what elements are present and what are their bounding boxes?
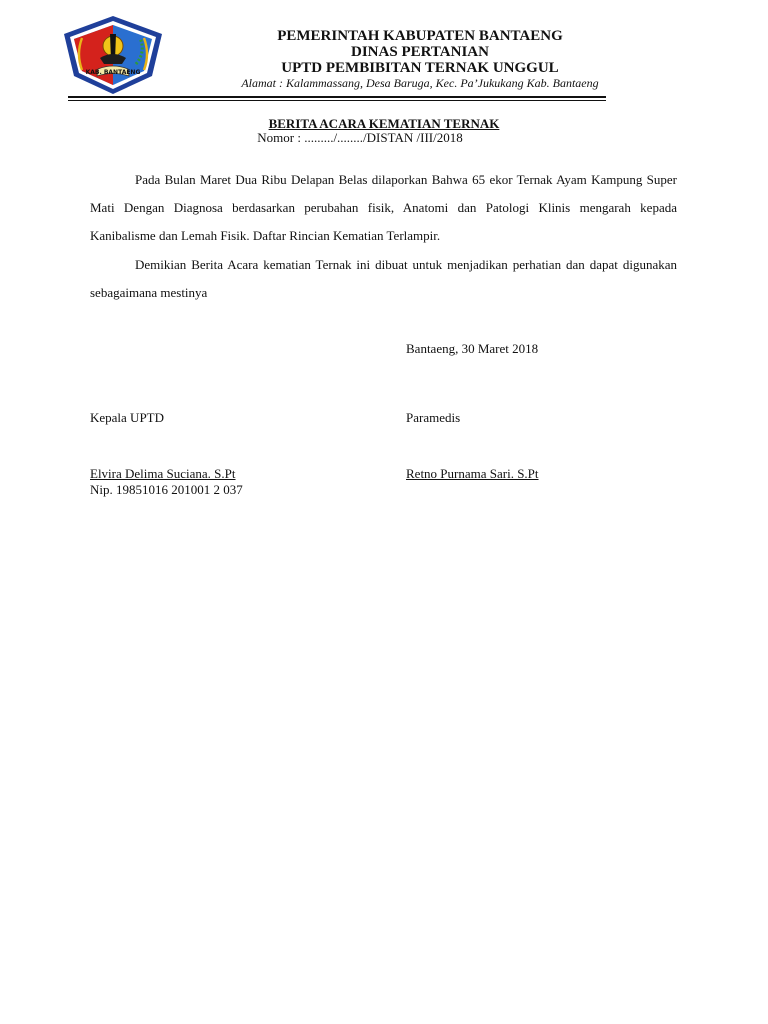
letterhead-address: Alamat : Kalammassang, Desa Baruga, Kec. Pa’Jukukang Kab. Bantaeng — [241, 76, 599, 90]
logo-ribbon-text: KAB. BANTAENG — [85, 69, 141, 76]
document-number: Nomor : ........./......../DISTAN /III/2018 — [257, 130, 463, 145]
letterhead-unit: UPTD PEMBIBITAN TERNAK UNGGUL — [281, 60, 559, 76]
body-paragraph-closing: Demikian Berita Acara kematian Ternak ini dibuat untuk menjadikan perhatian dan dapat digunakan sebagaimana mestinya — [90, 257, 677, 300]
signature-name-head: Elvira Delima Suciana. S.Pt — [90, 466, 236, 481]
place-and-date: Bantaeng, 30 Maret 2018 — [406, 341, 539, 356]
signature-name-paramedic: Retno Purnama Sari. S.Pt — [406, 466, 539, 481]
letterhead-divider-thick — [68, 96, 606, 98]
signature-role-head: Kepala UPTD — [90, 410, 165, 425]
body-paragraph-report: Pada Bulan Maret Dua Ribu Delapan Belas dilaporkan Bahwa 65 ekor Ternak Ayam Kampung Super Mati Dengan Diagnosa berdasarkan perubahan fisik, Anatomi dan Patologi Klinis mengarah kepada Kanibalisme dan Lemah Fisik. Daftar Rincian Kematian Terlampir. — [90, 172, 677, 243]
document-title: BERITA ACARA KEMATIAN TERNAK — [268, 116, 500, 131]
signature-nip-head: Nip. 19851016 201001 2 037 — [90, 482, 243, 497]
letterhead-divider-thin — [68, 100, 606, 101]
signature-role-paramedic: Paramedis — [406, 410, 461, 425]
bantaeng-regency-logo — [60, 14, 166, 96]
letterhead-government: PEMERINTAH KABUPATEN BANTAENG — [277, 28, 563, 44]
letterhead-department: DINAS PERTANIAN — [351, 44, 489, 60]
